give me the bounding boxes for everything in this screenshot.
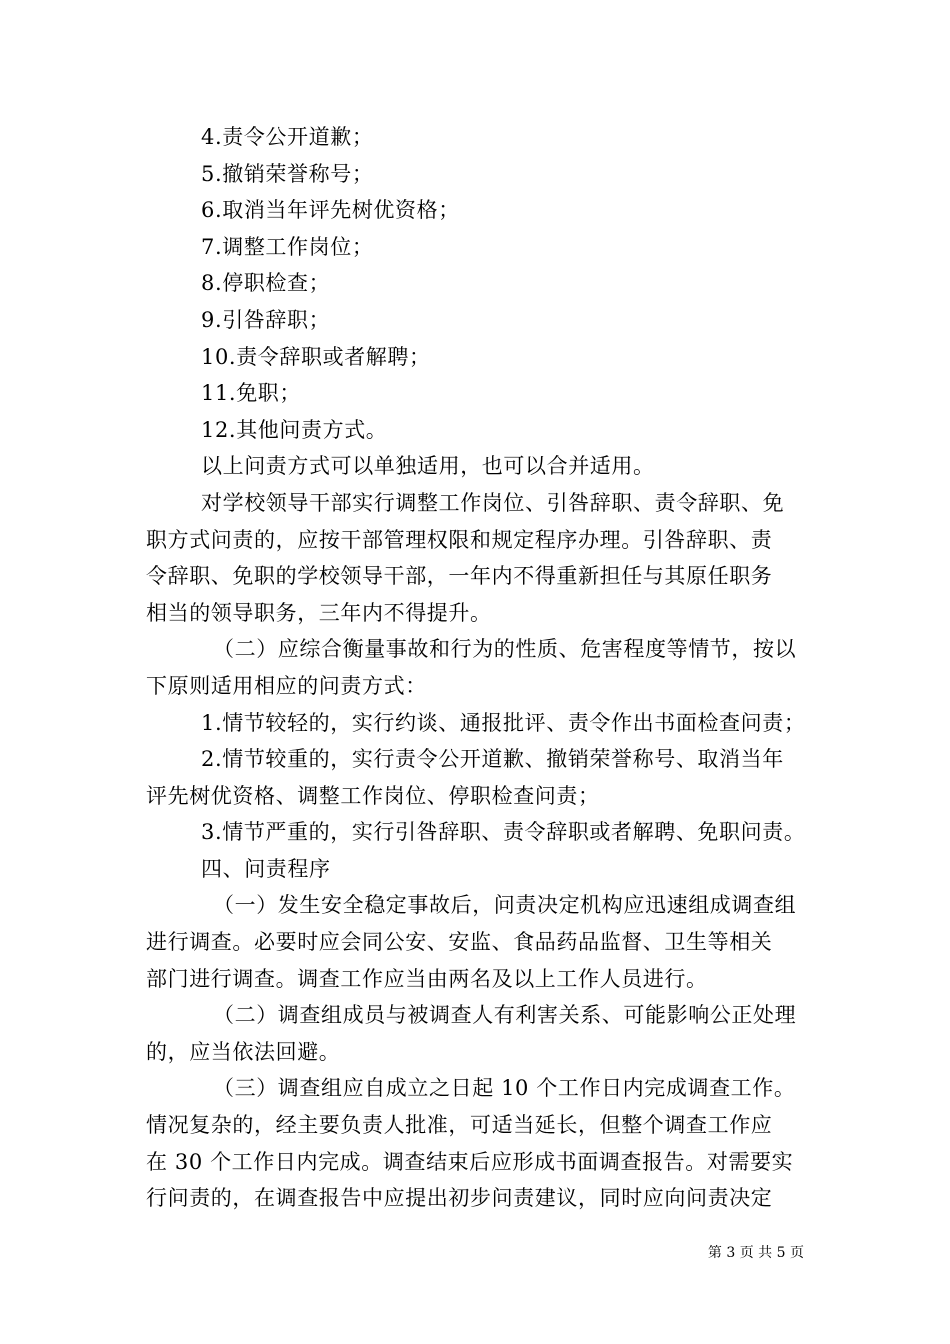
text-line: 12.其他问责方式。: [201, 417, 388, 442]
text-line: 7.调整工作岗位；: [201, 234, 374, 259]
text-line: 9.引咎辞职；: [201, 307, 331, 332]
text-line: 5.撤销荣誉称号；: [201, 161, 374, 186]
page-number: 第 3 页 共 5 页: [707, 1245, 804, 1261]
text-line: 职方式问责的，应按干部管理权限和规定程序办理。引咎辞职、责: [146, 527, 773, 552]
text-line: 进行调查。必要时应会同公安、安监、食品药品监督、卫生等相关: [146, 930, 773, 955]
text-line: 相当的领导职务，三年内不得提升。: [146, 600, 492, 625]
document-body: [146, 119, 826, 1217]
text-line: 3.情节严重的，实行引咎辞职、责令辞职或者解聘、免职问责。: [201, 820, 806, 845]
text-line: 对学校领导干部实行调整工作岗位、引咎辞职、责令辞职、免: [201, 490, 785, 515]
text-line: 部门进行调查。调查工作应当由两名及以上工作人员进行。: [146, 966, 708, 991]
text-line: 在 30 个工作日内完成。调查结束后应形成书面调查报告。对需要实: [146, 1149, 794, 1174]
text-line: 情况复杂的，经主要负责人批准，可适当延长，但整个调查工作应: [146, 1113, 773, 1138]
text-line: 评先树优资格、调整工作岗位、停职检查问责；: [146, 783, 600, 808]
text-line: 4.责令公开道歉；: [201, 125, 374, 149]
text-line: 下原则适用相应的问责方式：: [146, 673, 427, 698]
text-line: 令辞职、免职的学校领导干部，一年内不得重新担任与其原任职务: [146, 564, 773, 589]
text-line: （二）调查组成员与被调查人有利害关系、可能影响公正处理: [213, 1003, 797, 1028]
text-line: 10.责令辞职或者解聘；: [201, 344, 431, 369]
text-line: （二）应综合衡量事故和行为的性质、危害程度等情节，按以: [213, 637, 797, 662]
text-line: （三）调查组应自成立之日起 10 个工作日内完成调查工作。: [213, 1076, 796, 1101]
text-line: 2.情节较重的，实行责令公开道歉、撤销荣誉称号、取消当年: [201, 747, 784, 772]
text-line: 行问责的，在调查报告中应提出初步问责建议，同时应向问责决定: [146, 1186, 773, 1211]
text-line: 6.取消当年评先树优资格；: [201, 198, 460, 223]
text-line: 1.情节较轻的，实行约谈、通报批评、责令作出书面检查问责；: [201, 710, 806, 735]
text-line: （一）发生安全稳定事故后，问责决定机构应迅速组成调查组: [213, 893, 797, 918]
text-line: 8.停职检查；: [201, 271, 331, 296]
text-line: 以上问责方式可以单独适用，也可以合并适用。: [201, 454, 655, 479]
text-line: 四、问责程序: [201, 856, 331, 881]
text-line: 11.免职；: [201, 381, 301, 406]
text-line: 的，应当依法回避。: [146, 1039, 341, 1064]
